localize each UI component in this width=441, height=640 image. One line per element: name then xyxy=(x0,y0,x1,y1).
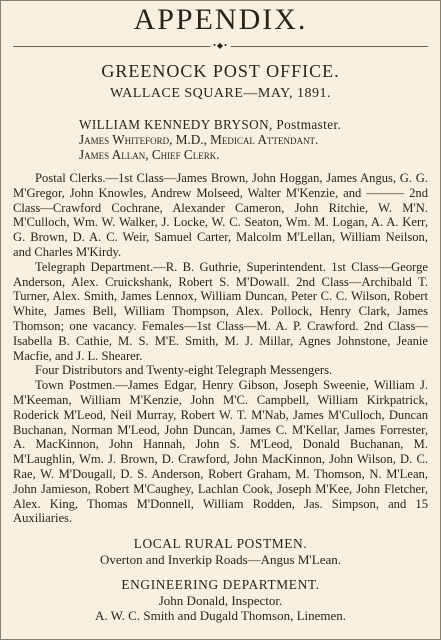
rural-postmen-heading: LOCAL RURAL POSTMEN. xyxy=(133,536,308,552)
staff-list-body xyxy=(13,171,428,526)
staff-block xyxy=(79,117,428,162)
office-subtitle: WALLACE SQUARE—MAY, 1891. xyxy=(110,86,331,101)
postmaster-line: WILLIAM KENNEDY BRYSON, Postmaster. xyxy=(79,117,342,132)
rural-postmen-line: Overton and Inverkip Roads—Angus M'Lean. xyxy=(100,552,341,568)
telegraph-department-paragraph: Telegraph Department.—R. B. Guthrie, Superintendent. 1st Class—George Anderson, Alex. Cruickshank, Robert S. M'Dowall. 2nd Class—Archibald T. Turner, Alex. Smith, James Lennox, William Duncan, Peter C. C. Wilson, Robert White, James Bell, William Thompson, Alex. Pollock, Henry Clark, James Thomson; one vacancy. Females—1st Class—M. A. P. Crawford. 2nd Class—Isabella B. Cathie, M. S. M'E. Smith, M. J. Millar, Agnes Johnstone, Jeanie Macfie, and J. L. Shearer. xyxy=(13,259,428,363)
page-header: APPENDIX. xyxy=(133,3,308,36)
postal-clerks-paragraph: Postal Clerks.—1st Class—James Brown, John Hoggan, James Angus, G. G. M'Gregor, John Knowles, Andrew Molseed, Walter M'Kenzie, and ——— 2nd Class—Crawford Cochrane, Alexander Cameron, John Ritchie, W. M'N. M'Culloch, Wm. W. Walker, J. Locke, W. C. Seaton, Wm. M. Logan, A. A. Kerr, G. Brown, D. A. C. Weir, Samuel Carter, Malcolm M'Lellan, William Neilson, and Charles M'Kirdy. xyxy=(13,171,428,259)
medical-attendant-line: James Whiteford, M.D., Medical Attendant. xyxy=(79,132,319,147)
linemen-line: A. W. C. Smith and Dugald Thomson, Linemen. xyxy=(94,608,347,624)
chief-clerk-line: James Allan, Chief Clerk. xyxy=(79,147,220,162)
office-title: GREENOCK POST OFFICE. xyxy=(101,61,340,81)
engineering-heading: ENGINEERING DEPARTMENT. xyxy=(121,577,320,593)
header-rule xyxy=(13,41,428,51)
inspector-line: John Donald, Inspector. xyxy=(158,593,283,609)
town-postmen-paragraph: Town Postmen.—James Edgar, Henry Gibson, Joseph Sweenie, William J. M'Keeman, William M'Kenzie, John M'C. Campbell, William Kirkpatrick, Roderick M'Leod, Neil Murray, Robert W. T. M'Nab, James M'Culloch, Duncan Buchanan, Norman M'Leod, John Duncan, James C. M'Kellar, James Forrester, A. MacKinnon, John Hannah, John S. M'Leod, Donald Buchanan, M. M'Laughlin, Wm. J. Brown, D. Crawford, John MacKinnon, John Wilson, D. C. Rae, W. M'Dougall, D. S. Anderson, Robert Graham, M. Thomson, N. M'Lean, John Jamieson, Robert M'Caughey, Lachlan Cook, Joseph M'Kee, John Fletcher, Alex. King, Thomas M'Donnell, William Rodden, Jas. Simpson, and 15 Auxiliaries. xyxy=(13,378,428,526)
distributors-paragraph: Four Distributors and Twenty-eight Telegraph Messengers. xyxy=(35,363,333,378)
ornament-icon: •◆• xyxy=(210,41,231,51)
